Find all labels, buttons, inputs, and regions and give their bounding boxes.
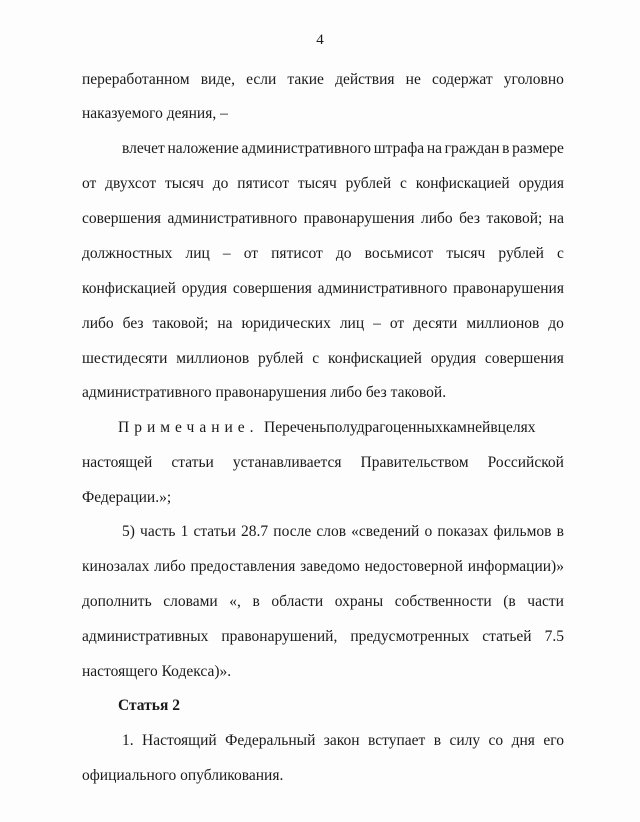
word: статьей xyxy=(482,628,532,645)
word: конфискацией xyxy=(327,350,422,367)
word: миллионов xyxy=(176,350,250,367)
word: его xyxy=(543,732,564,749)
word: правонарушений, xyxy=(221,628,338,645)
word: десяти xyxy=(413,315,458,332)
word: о xyxy=(424,523,433,540)
word: если xyxy=(246,71,277,88)
word: с xyxy=(557,245,564,262)
word: либо xyxy=(420,210,453,227)
text-line: административного правонарушения либо без таковой. xyxy=(82,384,447,401)
word: «сведений xyxy=(351,523,420,540)
word: совершения xyxy=(82,210,162,227)
word: полудрагоценных xyxy=(326,419,443,436)
text-line xyxy=(122,139,564,159)
word: 7.5 xyxy=(544,628,564,645)
word: в xyxy=(502,140,510,157)
note-text xyxy=(264,418,564,438)
word: конфискацией xyxy=(415,175,510,192)
text-line xyxy=(82,627,564,647)
word: виде, xyxy=(200,71,235,88)
word: с xyxy=(312,350,320,367)
word: тысяч xyxy=(297,175,337,192)
word: – xyxy=(222,245,231,262)
word: орудия xyxy=(181,280,228,297)
word: совершения xyxy=(484,350,564,367)
word: содержат xyxy=(431,71,493,88)
word: орудия xyxy=(430,350,477,367)
word: недостоверной xyxy=(364,558,463,575)
word: камней xyxy=(442,419,491,436)
text-line xyxy=(82,70,564,90)
word: словами xyxy=(163,593,218,610)
word: тысяч xyxy=(446,245,486,262)
word: правонарушения xyxy=(453,280,564,297)
word: юридических xyxy=(241,315,331,332)
word: миллионов xyxy=(466,315,540,332)
word: Правительством xyxy=(360,454,469,471)
word: не xyxy=(405,71,421,88)
word: рублей xyxy=(498,245,544,262)
word: в xyxy=(252,593,260,610)
word: штрафа xyxy=(373,140,425,157)
word: области xyxy=(271,593,324,610)
word: статьи xyxy=(193,523,236,540)
word: таковой; xyxy=(152,315,209,332)
word: дня xyxy=(511,732,535,749)
word: 1. xyxy=(122,732,134,749)
note-line xyxy=(118,418,564,438)
word: на xyxy=(426,140,443,157)
word: фильмов xyxy=(493,523,552,540)
word: информации)» xyxy=(467,558,564,575)
word: тысяч xyxy=(164,175,204,192)
word: рублей xyxy=(257,350,304,367)
word: лиц xyxy=(185,245,210,262)
word: устанавливается xyxy=(232,454,342,471)
word: части xyxy=(527,593,564,610)
word: после xyxy=(273,523,312,540)
word: Федеральный xyxy=(225,732,316,749)
text-line xyxy=(82,279,564,299)
word: Российской xyxy=(487,454,564,471)
word: без xyxy=(122,315,144,332)
article-heading: Статья 2 xyxy=(118,697,180,714)
word: слов xyxy=(316,523,347,540)
text-line xyxy=(82,314,564,334)
word: до xyxy=(212,175,229,192)
word: статьи xyxy=(171,454,214,471)
word: переработанном xyxy=(82,71,190,88)
page-number: 4 xyxy=(316,32,324,48)
word: без xyxy=(459,210,480,227)
text-line: наказуемого деяния, – xyxy=(82,105,228,122)
word: пятисот xyxy=(237,175,289,192)
text-line xyxy=(82,209,564,229)
word: вступает xyxy=(368,732,426,749)
word: с xyxy=(400,175,407,192)
word: дополнить xyxy=(82,593,152,610)
word: «, xyxy=(229,593,241,610)
word: административных xyxy=(82,628,209,645)
word: такие xyxy=(287,71,324,88)
text-line xyxy=(82,592,564,612)
word: граждан xyxy=(444,140,500,157)
word: 28.7 xyxy=(241,523,269,540)
word: предоставления xyxy=(190,558,296,575)
word: от xyxy=(82,175,97,192)
word: закон xyxy=(323,732,360,749)
word: шестидесяти xyxy=(82,350,168,367)
word: орудия xyxy=(518,175,564,192)
word: в xyxy=(433,732,442,749)
word: (в xyxy=(503,593,516,610)
word: восьмисот xyxy=(364,245,434,262)
word: Перечень xyxy=(264,419,327,436)
word: рублей xyxy=(345,175,392,192)
word: от xyxy=(243,245,259,262)
text-line xyxy=(82,557,564,577)
word: кинозалах xyxy=(82,558,150,575)
word: силу xyxy=(449,732,481,749)
word: совершения xyxy=(232,280,312,297)
word: действия xyxy=(335,71,395,88)
word: заведомо xyxy=(300,558,360,575)
word: Настоящий xyxy=(142,732,217,749)
word: часть xyxy=(140,523,176,540)
word: до xyxy=(335,245,352,262)
word: двухсот xyxy=(105,175,157,192)
word: показах xyxy=(437,523,489,540)
word: таковой; xyxy=(486,210,543,227)
word: от xyxy=(389,315,405,332)
text-line: Федерации.»; xyxy=(82,489,172,506)
word: административного xyxy=(241,140,372,157)
word: в xyxy=(490,419,498,436)
word: со xyxy=(488,732,504,749)
word: наложение xyxy=(167,140,239,157)
word: конфискацией xyxy=(82,280,176,297)
word: правонарушения xyxy=(303,210,415,227)
word: 1 xyxy=(180,523,189,540)
word: 5) xyxy=(122,523,135,540)
text-line xyxy=(82,244,564,264)
word: уголовно xyxy=(503,71,564,88)
word: на xyxy=(217,315,233,332)
word: настоящей xyxy=(82,454,153,471)
text-line xyxy=(122,731,564,751)
word: либо xyxy=(154,558,186,575)
word: собственности xyxy=(394,593,492,610)
word: на xyxy=(548,210,564,227)
word: охраны xyxy=(334,593,384,610)
text-line xyxy=(82,174,564,194)
word: предусмотренных xyxy=(350,628,470,645)
word: – xyxy=(373,315,381,332)
text-line: настоящего Кодекса)». xyxy=(82,663,232,680)
text-line: официального опубликования. xyxy=(82,767,284,784)
word: административного xyxy=(167,210,298,227)
word: до xyxy=(548,315,564,332)
word: административного xyxy=(317,280,448,297)
word: размере xyxy=(512,140,564,157)
text-line xyxy=(82,349,564,369)
word: целях xyxy=(497,419,536,436)
word: пятисот xyxy=(271,245,323,262)
note-heading: Примечание. xyxy=(118,419,259,436)
word: влечет xyxy=(122,140,165,157)
text-line xyxy=(82,453,564,473)
word: либо xyxy=(82,315,114,332)
word: лиц xyxy=(339,315,365,332)
word: в xyxy=(556,523,564,540)
text-line xyxy=(122,522,564,542)
word: должностных xyxy=(82,245,173,262)
